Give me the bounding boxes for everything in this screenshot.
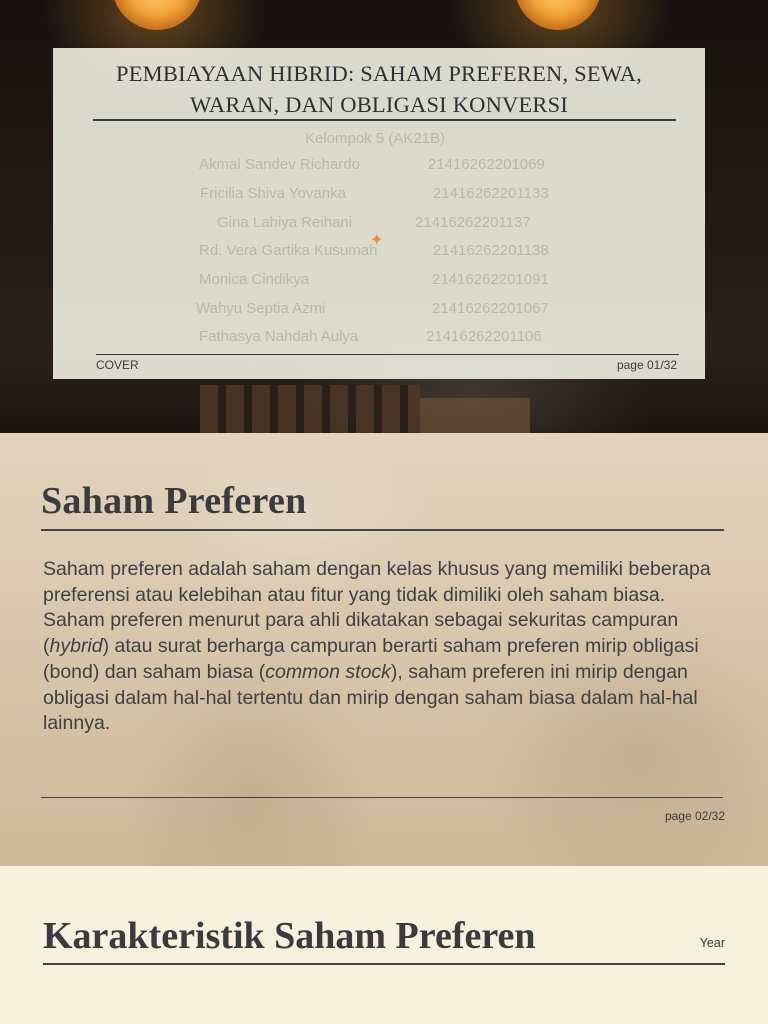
member-nim: 21416262201137 — [415, 214, 531, 231]
member-name: Gina Lahiya Reihani — [217, 214, 353, 231]
cover-divider-top — [93, 119, 676, 121]
slide-title: Karakteristik Saham Preferen — [43, 915, 536, 957]
member-name: Fathasya Nahdah Aulya — [199, 328, 359, 345]
member-row — [53, 328, 705, 352]
cover-title-line2: WARAN, DAN OBLIGASI KONVERSI — [189, 92, 569, 117]
member-nim: 21416262201106 — [426, 328, 542, 345]
page-number: page 01/32 — [616, 358, 677, 372]
body-text-part: Saham preferen adalah saham dengan kelas khusus yang memiliki beberapa preferensi atau kelebihan atau fitur yang tidak dimiliki oleh saham biasa. Saham preferen menurut para ahli dikatakan sebagai sekuritas campuran ( — [43, 558, 711, 658]
title-divider — [41, 529, 724, 531]
page-number: page 02/32 — [664, 809, 725, 823]
karakteristik-slide — [0, 866, 768, 1024]
background-counter-decoration — [200, 385, 420, 433]
member-name: Rd. Vera Gartika Kusumah — [199, 242, 378, 259]
member-nim: 21416262201133 — [433, 185, 549, 202]
member-row — [53, 156, 705, 180]
cover-divider-bottom — [96, 354, 679, 355]
member-name: Monica Cindikya — [199, 271, 310, 288]
lamp-left-decoration — [112, 0, 202, 30]
slide-body-text — [43, 557, 713, 737]
member-nim: 21416262201069 — [428, 156, 545, 173]
member-row — [53, 185, 705, 209]
member-name: Wahyu Septia Azmi — [196, 300, 326, 317]
cover-card — [53, 48, 705, 379]
section-label: COVER — [96, 358, 139, 372]
member-name: Akmal Sandev Richardo — [199, 156, 360, 173]
slide-title: Saham Preferen — [41, 480, 307, 522]
body-text-part: ) atau surat berharga campuran berarti saham preferen mirip obligasi (bond) dan saham biasa ( — [43, 635, 699, 683]
member-nim: 21416262201067 — [432, 300, 549, 317]
member-nim: 21416262201138 — [433, 242, 549, 259]
member-name: Fricilia Shiva Yovanka — [200, 185, 346, 202]
body-emphasis: common stock — [265, 660, 391, 683]
cover-title-line1: PEMBIAYAAN HIBRID: SAHAM PREFEREN, SEWA, — [116, 61, 642, 86]
group-label: Kelompok 5 (AK21B) — [304, 130, 446, 147]
member-row — [53, 271, 705, 295]
body-text-part: ), saham preferen ini mirip dengan obligasi dalam hal-hal tertentu dan mirip dengan saham biasa dalam hal-hal lainnya. — [43, 660, 698, 735]
saham-preferen-slide — [0, 433, 768, 866]
lamp-right-decoration — [515, 0, 601, 30]
body-emphasis: hybrid — [49, 635, 103, 658]
background-table-decoration — [420, 398, 530, 433]
title-divider — [43, 963, 725, 965]
member-row — [53, 300, 705, 324]
member-nim: 21416262201091 — [432, 271, 549, 288]
sparkle-icon: ✦ — [370, 232, 384, 249]
cover-slide — [0, 0, 768, 433]
year-label: Year — [699, 936, 725, 950]
footer-divider — [41, 797, 723, 798]
cover-title — [93, 58, 665, 120]
